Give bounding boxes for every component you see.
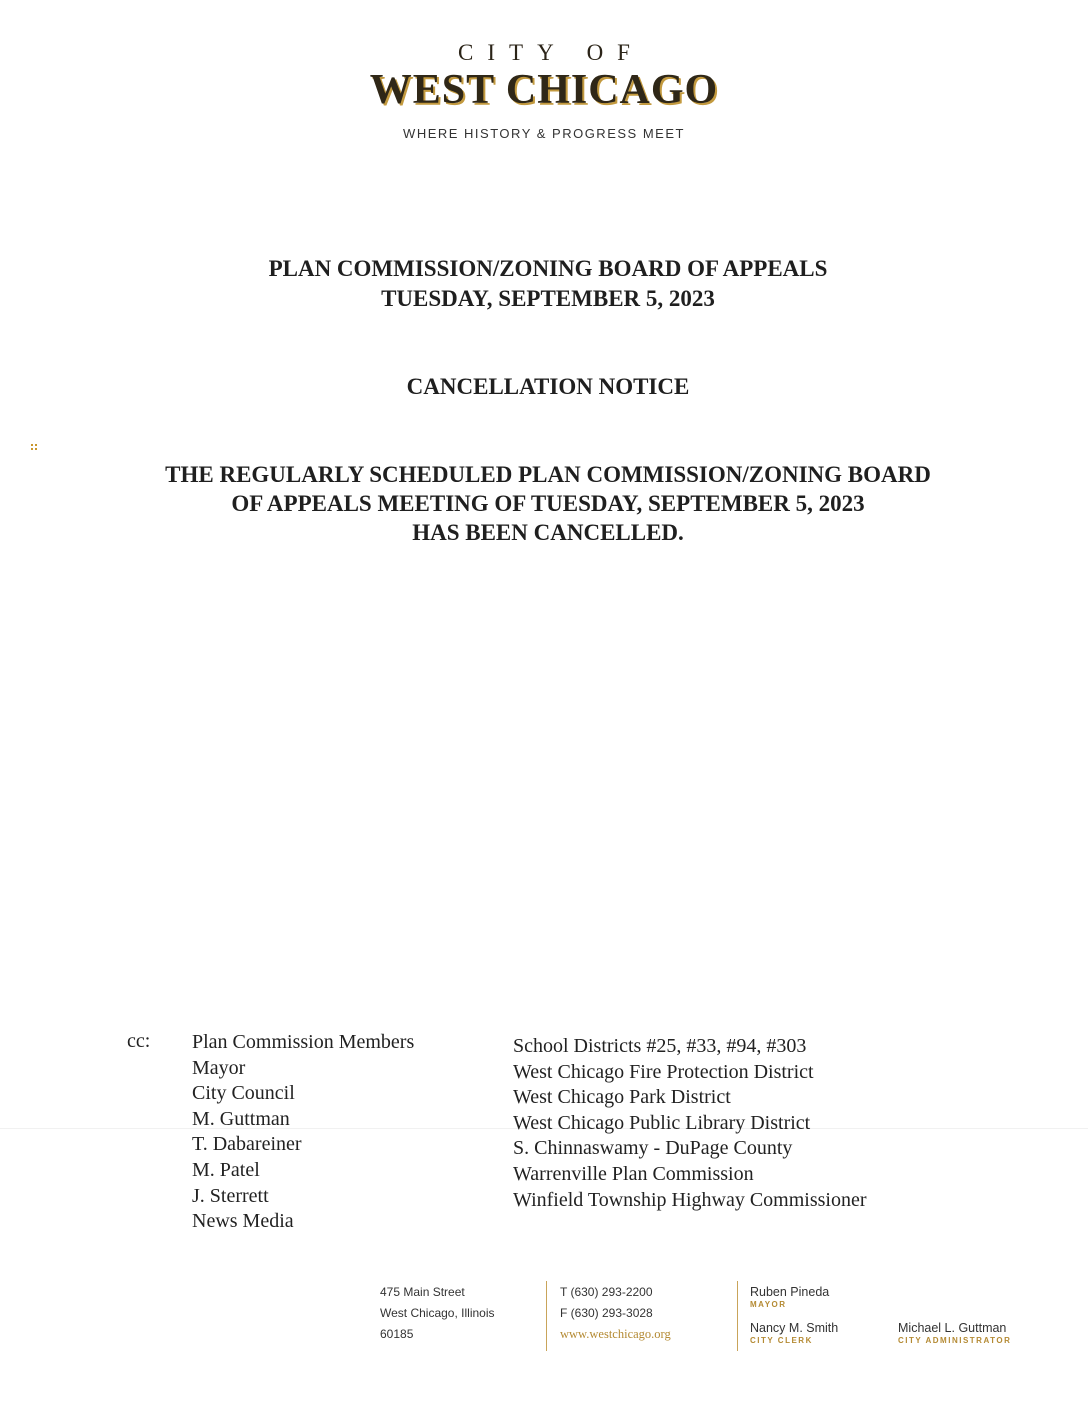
footer-fax: F (630) 293-3028 (560, 1306, 653, 1320)
logo-west-chicago: WEST CHICAGO (369, 67, 719, 113)
address-street: 475 Main Street (380, 1285, 465, 1299)
address-city: West Chicago, Illinois (380, 1306, 495, 1320)
clerk-name: Nancy M. Smith (750, 1321, 839, 1335)
footer-address (380, 1282, 495, 1345)
cc-recipient: Mayor (192, 1056, 246, 1079)
cc-list-left (192, 1030, 414, 1235)
footer-website-link[interactable]: www.westchicago.org (560, 1327, 671, 1341)
cc-recipient: S. Chinnaswamy - DuPage County (513, 1137, 793, 1160)
cc-recipient: M. Patel (192, 1158, 260, 1181)
header-board-name: PLAN COMMISSION/ZONING BOARD OF APPEALS (268, 256, 828, 281)
footer-administrator (898, 1321, 1011, 1347)
cc-label: cc: (127, 1030, 151, 1052)
clerk-title: CITY CLERK (750, 1336, 813, 1345)
footer-contact (560, 1282, 671, 1345)
header-date: TUESDAY, SEPTEMBER 5, 2023 (381, 286, 715, 311)
notice-title: CANCELLATION NOTICE (406, 374, 690, 399)
mayor-title: MAYOR (750, 1300, 787, 1309)
meeting-header (0, 254, 1088, 314)
admin-name: Michael L. Guttman (898, 1321, 1007, 1335)
cc-recipient: T. Dabareiner (192, 1133, 302, 1156)
footer-divider (546, 1281, 547, 1351)
decorative-dots (31, 444, 37, 450)
cc-recipient: News Media (192, 1210, 294, 1233)
cancellation-statement (0, 460, 1088, 547)
cc-list-right (513, 1034, 867, 1213)
logo-tagline: WHERE HISTORY & PROGRESS MEET (403, 126, 685, 141)
cc-recipient: M. Guttman (192, 1107, 290, 1130)
footer-mayor (750, 1285, 829, 1311)
address-zip: 60185 (380, 1327, 414, 1341)
city-logo (0, 40, 1088, 114)
statement-line-3: HAS BEEN CANCELLED. (412, 520, 684, 545)
statement-line-2: OF APPEALS MEETING OF TUESDAY, SEPTEMBER 5, 2023 (231, 491, 865, 516)
cc-recipient: City Council (192, 1082, 295, 1105)
cc-recipient: West Chicago Public Library District (513, 1111, 811, 1134)
cc-recipient: West Chicago Park District (513, 1086, 731, 1109)
cc-recipient: Warrenville Plan Commission (513, 1162, 754, 1185)
statement-line-1: THE REGULARLY SCHEDULED PLAN COMMISSION/ZONING BOARD (165, 462, 931, 487)
admin-title: CITY ADMINISTRATOR (898, 1336, 1012, 1345)
cc-recipient: School Districts #25, #33, #94, #303 (513, 1035, 807, 1057)
cc-recipient: J. Sterrett (192, 1184, 269, 1207)
logo-city-of: CITY OF (458, 40, 644, 65)
cc-recipient: Plan Commission Members (192, 1031, 415, 1053)
mayor-name: Ruben Pineda (750, 1285, 830, 1299)
cc-recipient: West Chicago Fire Protection District (513, 1060, 814, 1083)
footer-phone: T (630) 293-2200 (560, 1285, 653, 1299)
cc-recipient: Winfield Township Highway Commissioner (513, 1188, 867, 1211)
footer-clerk (750, 1321, 838, 1347)
footer-divider (737, 1281, 738, 1351)
